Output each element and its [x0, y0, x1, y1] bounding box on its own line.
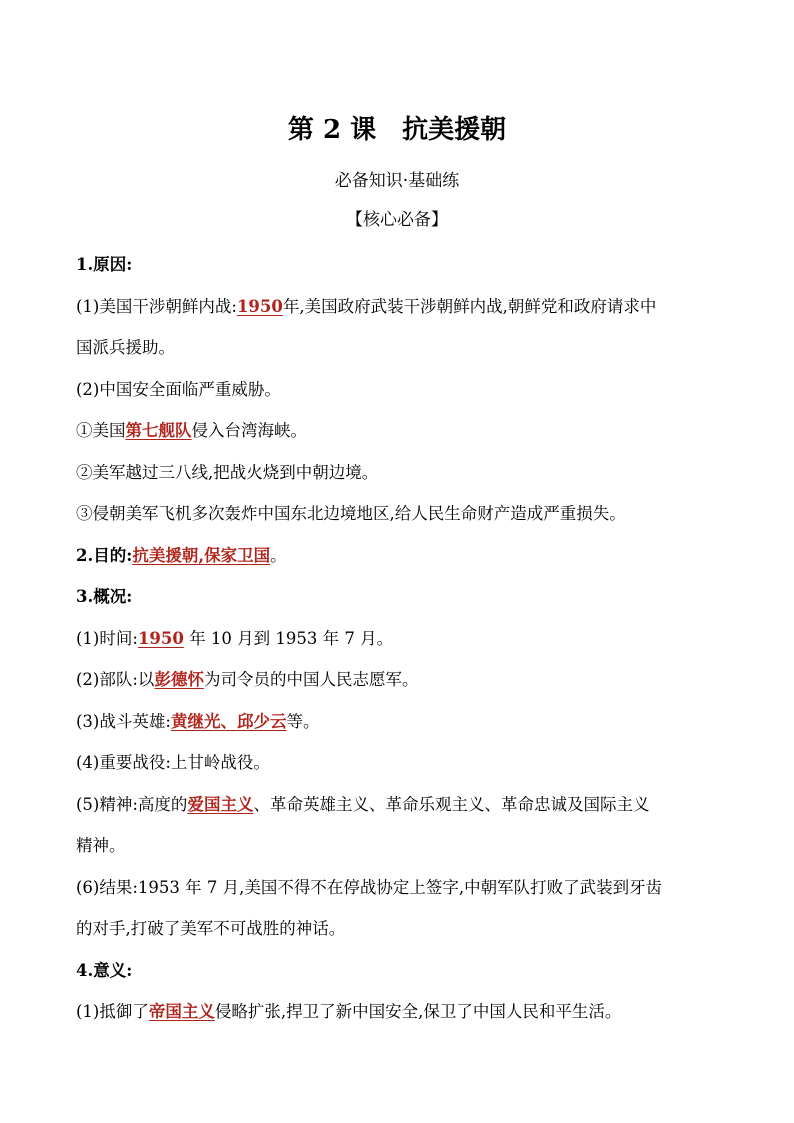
paragraph-cause-2: (2)中国安全面临严重威胁。 [76, 379, 281, 399]
paragraph-time [76, 628, 720, 670]
lesson-title: 第 2 课 抗美援朝 [287, 115, 507, 145]
paragraph-spirit [76, 794, 720, 836]
answer-separator: 、 [220, 711, 237, 731]
paragraph-heroes [76, 711, 720, 753]
lesson-subtitle: 必备知识·基础练 [334, 171, 460, 191]
text: (2)部队:以 [76, 670, 155, 689]
text: (1)时间: [76, 628, 138, 648]
section-heading-significance: 4.意义: [76, 960, 133, 980]
list-item-3: ③侵朝美军飞机多次轰炸中国东北边境地区,给人民生命财产造成严重损失。 [76, 504, 626, 523]
section-tag: 【核心必备】 [346, 210, 448, 230]
section-heading-cause: 1.原因: [76, 255, 133, 274]
paragraph-cause-1-cont: 国派兵援助。 [76, 338, 175, 357]
paragraph-result: (6)结果:1953 年 7 月,美国不得不在停战协定上签字,中朝军队打败了武装到牙齿 [76, 877, 663, 897]
answer-blank: 彭德怀 [154, 670, 204, 689]
paragraph-troops [76, 669, 720, 711]
list-item-1 [76, 420, 720, 462]
paragraph-significance-1 [76, 1001, 720, 1043]
paragraph-spirit-cont: 精神。 [76, 836, 126, 855]
list-item-2: ②美军越过三八线,把战火烧到中朝边境。 [76, 462, 379, 482]
answer-blank: 1950 [137, 628, 184, 648]
text: (5)精神:高度的 [76, 794, 188, 814]
section-purpose [76, 545, 720, 587]
text: 年 10 月到 1953 年 7 月。 [183, 628, 394, 648]
answer-blank: 1950 [236, 296, 283, 316]
text: 侵略扩张,捍卫了新中国安全,保卫了中国人民和平生活。 [214, 1002, 622, 1021]
answer-blank: 帝国主义 [148, 1002, 215, 1021]
text: 为司令员的中国人民志愿军。 [203, 670, 419, 689]
answer-blank: 邱少云 [236, 711, 287, 731]
paragraph-battle: (4)重要战役:上甘岭战役。 [76, 753, 270, 772]
text: (1)美国干涉朝鲜内战: [76, 296, 237, 316]
answer-blank: 爱国主义 [187, 794, 254, 814]
text: ①美国 [76, 421, 126, 440]
paragraph-result-cont: 的对手,打破了美军不可战胜的神话。 [76, 919, 346, 938]
text: 年,美国政府武装干涉朝鲜内战,朝鲜党和政府请求中 [282, 296, 657, 316]
answer-blank: 第七舰队 [125, 421, 192, 440]
text: 、革命英雄主义、革命乐观主义、革命忠诚及国际主义 [253, 794, 650, 814]
section-heading-purpose: 2.目的: [76, 545, 133, 565]
text: (3)战斗英雄: [76, 711, 171, 731]
answer-blank: 黄继光 [170, 711, 221, 731]
text: 。 [270, 545, 287, 565]
section-heading-overview: 3.概况: [76, 587, 133, 606]
text: 等。 [286, 711, 320, 731]
paragraph-cause-1 [76, 296, 720, 338]
lesson-body [76, 254, 720, 1043]
text: 侵入台湾海峡。 [191, 421, 307, 440]
answer-blank: 抗美援朝,保家卫国 [132, 545, 271, 565]
text: (1)抵御了 [76, 1002, 149, 1021]
